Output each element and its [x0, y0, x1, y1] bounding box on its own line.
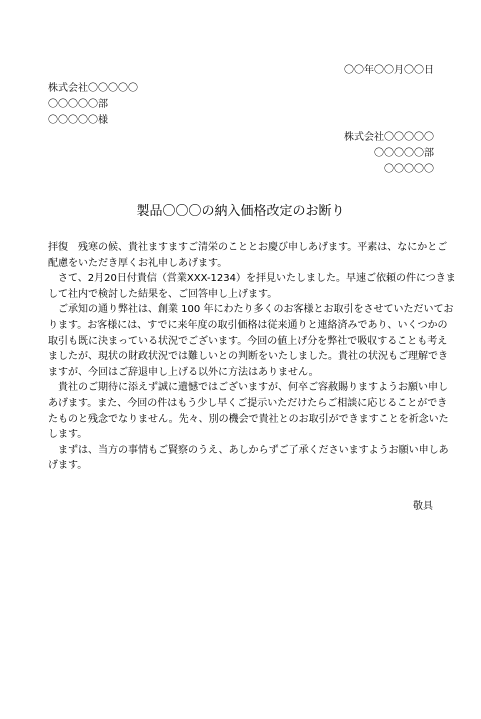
body-line: たものと残念でなりません。先々、別の機会で貴社とのお取引ができますことを祈念いた: [48, 413, 449, 425]
sender-company: 株式会社〇〇〇〇〇: [344, 132, 434, 143]
body-line: します。: [48, 429, 88, 441]
body-line: 配慮をいただき厚くお礼申しあげます。: [48, 257, 228, 269]
body-line: ましたが、現状の財政状況では難しいとの判断をいたしました。貴社の状況もご理解でき: [48, 351, 448, 363]
recipient-name: 〇〇〇〇〇様: [48, 115, 108, 126]
body-line: ります。お客様には、すでに来年度の取引価格は従来通りと連絡済みであり、いくつかの: [48, 319, 448, 331]
letter-date: 〇〇年〇〇月〇〇日: [344, 65, 434, 76]
body-line: まずは、当方の事情もご賢察のうえ、あしからずご了承くださいますようお願い申しあ: [48, 444, 449, 456]
sender-department: 〇〇〇〇〇部: [374, 148, 434, 159]
letter-body: [48, 240, 456, 474]
letter-closing: 敬具: [413, 501, 433, 512]
body-line: 貴社のご期待に添えず誠に遺憾ではございますが、何卒ご容赦賜りますようお願い申し: [48, 382, 448, 394]
body-line: 取引も既に決まっている状況でございます。今回の値上げ分を弊社で吸収することも考え: [48, 335, 448, 347]
sender-block: [344, 130, 434, 178]
sender-name: 〇〇〇〇〇: [384, 164, 434, 175]
body-line: げます。: [48, 460, 88, 472]
body-line: ご承知の通り弊社は、創業 100 年にわたり多くのお客様とお取引をさせていただいてお: [48, 304, 454, 316]
body-line: ますが、今回はご辞退申し上げる以外に方法はありません。: [48, 366, 319, 378]
body-line: さて、2月20日付貴信（営業XXX-1234）を拝見いたしました。早速ご依頼の件につきま: [48, 273, 456, 285]
body-line: して社内で検討した結果を、ご回答申し上げます。: [48, 288, 278, 300]
recipient-block: [48, 81, 138, 129]
body-line: あげます。また、今回の件はもう少し早くご提示いただけたらご相談に応じることができ: [48, 397, 448, 409]
recipient-department: 〇〇〇〇〇部: [48, 99, 108, 110]
letter-title: 製品〇〇〇の納入価格改定のお断り: [136, 204, 345, 219]
recipient-company: 株式会社〇〇〇〇〇: [48, 83, 138, 94]
body-line: 拝復 残寒の候、貴社ますますご清栄のこととお慶び申しあげます。平素は、なにかとご: [48, 242, 448, 253]
